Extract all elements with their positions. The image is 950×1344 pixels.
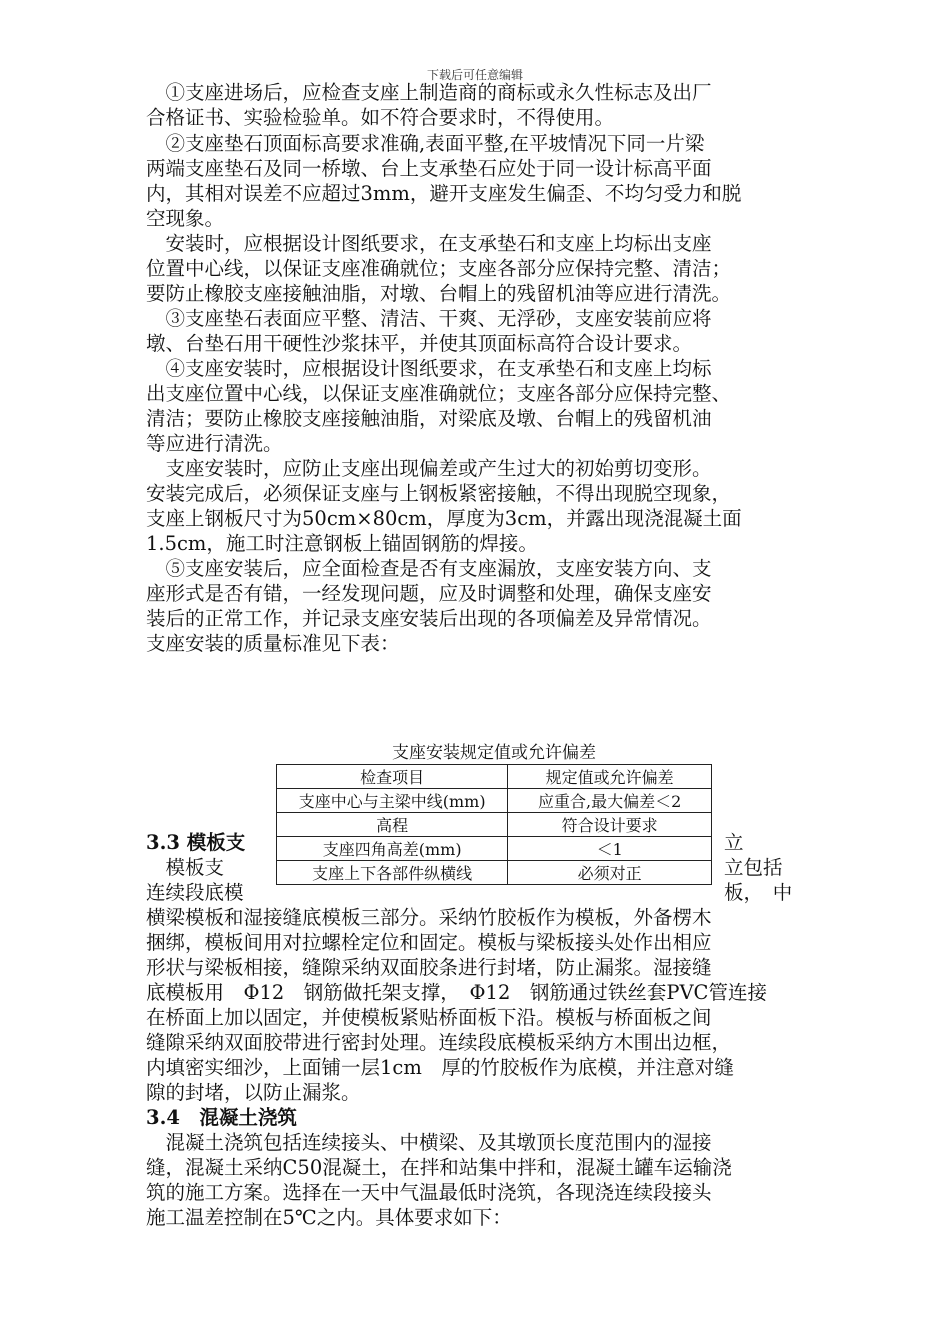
text-line: 缝隙采纳双面胶带进行密封处理。连续段底模板采纳方木围出边框， <box>146 1031 732 1054</box>
text-line: 两端支座垫石及同一桥墩、台上支承垫石应处于同一设计标高平面 <box>146 157 712 180</box>
paragraph-3 <box>146 231 806 306</box>
table-header-row <box>277 765 712 789</box>
text-line: 缝，混凝土采纳C50混凝土，在拌和站集中拌和，混凝土罐车运输浇 <box>146 1156 732 1179</box>
table-cell: 高程 <box>277 813 508 837</box>
section-3-3-heading: 3.3 模板支 <box>146 831 246 854</box>
text-line: 等应进行清洗。 <box>146 432 283 455</box>
text-line: ④支座安装时，应根据设计图纸要求，在支承垫石和支座上均标 <box>146 357 712 380</box>
text-line: 内，其相对误差不应超过3mm，避开支座发生偏歪、不均匀受力和脱 <box>146 182 742 205</box>
table-cell: 支座中心与主梁中线(mm) <box>277 789 508 813</box>
text-line: 隙的封堵，以防止漏浆。 <box>146 1081 361 1104</box>
column-header: 规定值或允许偏差 <box>508 765 712 789</box>
text-line: 在桥面上加以固定，并使模板紧贴桥面板下沿。模板与桥面板之间 <box>146 1006 712 1029</box>
section-3-4-body <box>146 1130 806 1230</box>
text-line: 位置中心线，以保证支座准确就位；支座各部分应保持完整、清洁； <box>146 257 732 280</box>
text-line: 空现象。 <box>146 207 225 230</box>
text-line: 施工温差控制在5℃之内。具体要求如下： <box>146 1206 512 1229</box>
text-line: 捆绑，模板间用对拉螺栓定位和固定。模板与梁板接头处作出相应 <box>146 931 712 954</box>
text-fragment: 立包括 <box>724 856 783 879</box>
text-fragment: 板， 中 <box>724 881 793 904</box>
text-line: 内填密实细沙，上面铺一层1cm 厚的竹胶板作为底模，并注意对缝 <box>146 1056 734 1079</box>
paragraph-6 <box>146 456 806 556</box>
section-3-3-body <box>146 905 806 1105</box>
paragraph-4 <box>146 306 806 356</box>
text-line: 清洁；要防止橡胶支座接触油脂，对梁底及墩、台帽上的残留机油 <box>146 407 712 430</box>
text-line: 筑的施工方案。选择在一天中气温最低时浇筑，各现浇连续段接头 <box>146 1181 712 1204</box>
text-line: 墩、台垫石用干硬性沙浆抹平，并使其顶面标高符合设计要求。 <box>146 332 693 355</box>
table-cell: ＜1 <box>508 837 712 861</box>
table-cell: 支座四角高差(mm) <box>277 837 508 861</box>
text-line: 支座上钢板尺寸为50cm×80cm，厚度为3cm，并露出现浇混凝土面 <box>146 507 742 530</box>
table-cell: 支座上下各部件纵横线 <box>277 861 508 885</box>
text-line: 出支座位置中心线，以保证支座准确就位；支座各部分应保持完整、 <box>146 382 732 405</box>
table-row <box>277 837 712 861</box>
table-caption: 支座安装规定值或允许偏差 <box>392 743 596 763</box>
text-line: ②支座垫石顶面标高要求准确,表面平整,在平坡情况下同一片梁 <box>146 132 705 155</box>
table-cell: 符合设计要求 <box>508 813 712 837</box>
column-header: 检查项目 <box>277 765 508 789</box>
text-line: 要防止橡胶支座接触油脂，对墩、台帽上的残留机油等应进行清洗。 <box>146 282 732 305</box>
text-line: ①支座进场后，应检查支座上制造商的商标或永久性标志及出厂 <box>146 81 712 104</box>
text-fragment: 模板支 <box>146 856 225 879</box>
table-row <box>277 813 712 837</box>
table-row <box>277 789 712 813</box>
text-line: 合格证书、实验检验单。如不符合要求时，不得使用。 <box>146 106 615 129</box>
text-line: 混凝土浇筑包括连续接头、中横梁、及其墩顶长度范围内的湿接 <box>146 1131 712 1154</box>
text-line: 装后的正常工作，并记录支座安装后出现的各项偏差及异常情况。 <box>146 607 712 630</box>
paragraph-1 <box>146 80 806 130</box>
text-line: 支座安装时，应防止支座出现偏差或产生过大的初始剪切变形。 <box>146 457 712 480</box>
text-fragment: 连续段底模 <box>146 881 244 904</box>
text-line: 横梁模板和湿接缝底模板三部分。采纳竹胶板作为模板，外备楞木 <box>146 906 712 929</box>
text-line: 安装完成后，必须保证支座与上钢板紧密接触，不得出现脱空现象， <box>146 482 732 505</box>
text-line: ⑤支座安装后，应全面检查是否有支座漏放，支座安装方向、支 <box>146 557 712 580</box>
text-line: 支座安装的质量标准见下表： <box>146 632 400 655</box>
text-line: 1.5cm，施工时注意钢板上锚固钢筋的焊接。 <box>146 532 538 555</box>
section-3-4-heading: 3.4 混凝土浇筑 <box>146 1106 297 1129</box>
text-line: 底模板用 Φ12 钢筋做托架支撑， Φ12 钢筋通过铁丝套PVC管连接 <box>146 981 767 1004</box>
text-line: 座形式是否有错，一经发现问题，应及时调整和处理，确保支座安 <box>146 582 712 605</box>
table-cell: 必须对正 <box>508 861 712 885</box>
table-cell: 应重合,最大偏差＜2 <box>508 789 712 813</box>
paragraph-2 <box>146 131 806 231</box>
text-line: 安装时，应根据设计图纸要求，在支承垫石和支座上均标出支座 <box>146 232 712 255</box>
page-header-note: 下载后可任意编辑 <box>426 68 523 82</box>
text-line: 形状与梁板相接，缝隙采纳双面胶条进行封堵，防止漏浆。湿接缝 <box>146 956 712 979</box>
table-row <box>277 861 712 885</box>
paragraph-7 <box>146 556 806 656</box>
paragraph-5 <box>146 356 806 456</box>
text-line: ③支座垫石表面应平整、清洁、干爽、无浮砂，支座安装前应将 <box>146 307 712 330</box>
bearing-spec-table <box>276 764 712 885</box>
section-3-3-heading-tail: 立 <box>724 831 744 854</box>
